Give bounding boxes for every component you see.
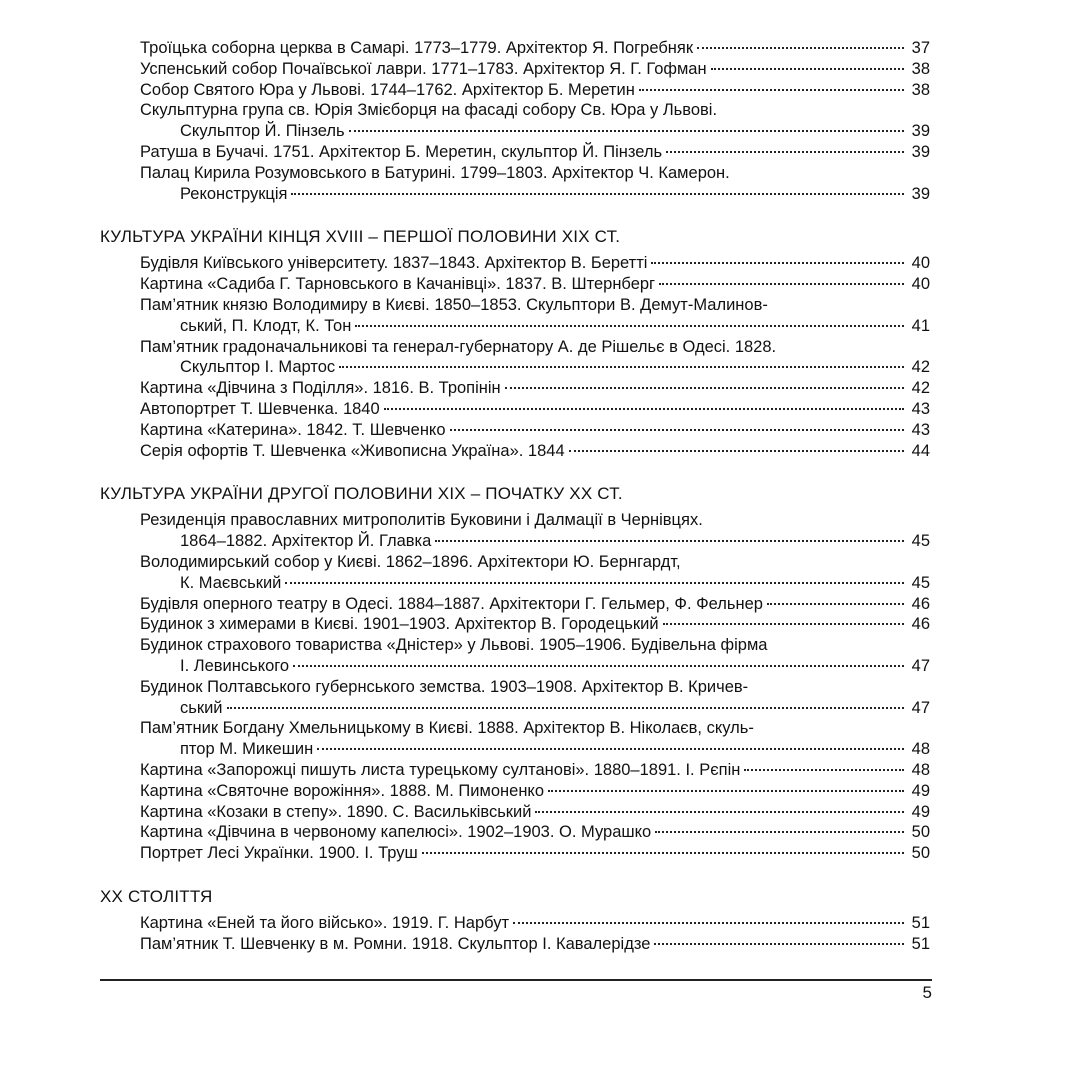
entry-text-line: Картина «Святочне ворожіння». 1888. М. Пимоненко (140, 781, 545, 800)
toc-entry (140, 38, 930, 59)
entry-page-number: 38 (911, 80, 930, 99)
toc-entry (140, 614, 930, 635)
entry-text-line: ський (180, 698, 223, 717)
entry-page-number: 45 (911, 532, 930, 551)
entry-row (140, 357, 930, 378)
toc-entry (140, 378, 930, 399)
entry-text-line: Картина «Дівчина з Поділля». 1816. В. Тропінін (140, 379, 501, 398)
entry-text-line: Пам’ятник князю Володимиру в Києві. 1850–1853. Скульптори В. Демут-Малинов- (140, 295, 768, 314)
dot-leader (293, 665, 904, 667)
entry-row (140, 253, 930, 274)
dot-leader (349, 130, 904, 132)
entry-row (140, 934, 930, 955)
toc-entry (140, 253, 930, 274)
entry-page-number: 47 (911, 698, 930, 717)
dot-leader (505, 387, 904, 389)
entry-text-line: Будинок Полтавського губернського земства. 1903–1908. Архітектор В. Кричев- (140, 677, 749, 696)
toc-section (100, 483, 930, 864)
dot-leader (767, 603, 904, 605)
entry-page-number: 41 (911, 316, 930, 335)
dot-leader (666, 151, 904, 153)
dot-leader (548, 790, 904, 792)
entry-text-line: Пам’ятник Богдану Хмельницькому в Києві. 1888. Архітектор В. Ніколаєв, скуль- (140, 719, 754, 738)
toc-entry (140, 760, 930, 781)
dot-leader (651, 262, 904, 264)
toc-entry (140, 80, 930, 101)
toc-section (100, 886, 930, 955)
section-title: КУЛЬТУРА УКРАЇНИ КІНЦЯ XVIII – ПЕРШОЇ ПОЛОВИНИ XIX СТ. (100, 227, 621, 247)
entry-row (140, 614, 930, 635)
entry-page-number: 46 (911, 594, 930, 613)
entry-page-number: 45 (911, 573, 930, 592)
dot-leader (535, 811, 904, 813)
toc-entry (140, 802, 930, 823)
entry-row (140, 316, 930, 337)
toc-entry (140, 635, 930, 677)
dot-leader (654, 943, 904, 945)
dot-leader (355, 325, 904, 327)
entry-row (140, 531, 930, 552)
section-title: XX СТОЛІТТЯ (100, 886, 213, 906)
entry-row (140, 760, 930, 781)
dot-leader (513, 922, 904, 924)
entry-row (140, 698, 930, 719)
entry-row (140, 739, 930, 760)
entry-text-line: Скульптор Й. Пінзель (180, 122, 345, 141)
entry-page-number: 39 (911, 184, 930, 203)
toc-entry (140, 337, 930, 379)
toc-entry (140, 594, 930, 615)
toc-entry (140, 843, 930, 864)
entry-text-line: Реконструкція (180, 184, 288, 203)
entry-row (140, 802, 930, 823)
entry-row (140, 184, 930, 205)
entry-text-line: Картина «Еней та його військо». 1919. Г. Нарбут (140, 913, 510, 932)
entry-text-line: ський, П. Клодт, К. Тон (180, 316, 352, 335)
dot-leader (744, 769, 904, 771)
entry-text-line: Будівля оперного театру в Одесі. 1884–1887. Архітектори Г. Гельмер, Ф. Фельнер (140, 594, 763, 613)
entry-row (140, 913, 930, 934)
entry-text-line: Скульптурна група св. Юрія Змієборця на фасаді собору Св. Юра у Львові. (140, 101, 718, 120)
entry-row (140, 142, 930, 163)
entry-page-number: 49 (911, 781, 930, 800)
entry-row (140, 573, 930, 594)
dot-leader (655, 831, 904, 833)
toc-entry (140, 274, 930, 295)
entry-page-number: 50 (911, 823, 930, 842)
entry-page-number: 40 (911, 275, 930, 294)
entry-row (140, 594, 930, 615)
entry-row (140, 420, 930, 441)
toc-section (100, 38, 930, 204)
entry-text-line: Троїцька соборна церква в Самарі. 1773–1779. Архітектор Я. Погребняк (140, 39, 694, 57)
entry-row (140, 822, 930, 843)
entry-row (140, 378, 930, 399)
entry-row (140, 843, 930, 864)
toc-entry (140, 677, 930, 719)
entry-row (140, 38, 930, 59)
entry-page-number: 39 (911, 122, 930, 141)
toc-entry (140, 510, 930, 552)
dot-leader (663, 623, 904, 625)
entry-text-line: І. Левинського (180, 656, 290, 675)
entry-text-line: Картина «Запорожці пишуть листа турецькому султанові». 1880–1891. І. Рєпін (140, 760, 741, 779)
entry-row (140, 80, 930, 101)
toc-entry (140, 781, 930, 802)
entry-text-line: Будинок з химерами в Києві. 1901–1903. Архітектор В. Городецький (140, 615, 659, 634)
entry-page-number: 44 (911, 441, 930, 460)
dot-leader (227, 707, 905, 709)
toc-entry (140, 163, 930, 205)
entry-text-line: Автопортрет Т. Шевченка. 1840 (140, 399, 380, 418)
toc-section (100, 226, 930, 461)
entry-text-line: Картина «Катерина». 1842. Т. Шевченко (140, 420, 446, 439)
entry-row (140, 121, 930, 142)
entry-text-line: Собор Святого Юра у Львові. 1744–1762. Архітектор Б. Меретин (140, 80, 635, 99)
entry-page-number: 43 (911, 420, 930, 439)
dot-leader (339, 366, 904, 368)
entry-page-number: 43 (911, 399, 930, 418)
toc-entry (140, 59, 930, 80)
entry-row (140, 781, 930, 802)
entry-page-number: 50 (911, 844, 930, 863)
entry-row (140, 656, 930, 677)
entry-page-number: 48 (911, 740, 930, 759)
dot-leader (450, 429, 904, 431)
entry-page-number: 46 (911, 615, 930, 634)
entry-text-line: Серія офортів Т. Шевченка «Живописна Україна». 1844 (140, 441, 565, 460)
entry-text-line: птор М. Микешин (180, 740, 314, 759)
entry-text-line: Картина «Садиба Г. Тарновського в Качанівці». 1837. В. Штернберг (140, 275, 656, 294)
toc-entry (140, 399, 930, 420)
toc-entry (140, 100, 930, 142)
toc-entry (140, 142, 930, 163)
toc-entry (140, 913, 930, 934)
entry-text-line: Портрет Лесі Українки. 1900. І. Труш (140, 844, 418, 863)
entry-page-number: 38 (911, 59, 930, 78)
dot-leader (659, 283, 904, 285)
dot-leader (697, 47, 904, 49)
entry-text-line: Резиденція православних митрополитів Буковини і Далмації в Чернівцях. (140, 511, 703, 530)
entry-text-line: Будівля Київського університету. 1837–1843. Архітектор В. Беретті (140, 254, 648, 273)
entry-page-number: 47 (911, 656, 930, 675)
entry-text-line: Будинок страхового товариства «Дністер» у Львові. 1905–1906. Будівельна фірма (140, 636, 768, 655)
toc-entry (140, 718, 930, 760)
dot-leader (291, 193, 904, 195)
dot-leader (317, 748, 904, 750)
toc-entry (140, 441, 930, 462)
entry-text-line: Пам’ятник градоначальникові та генерал-губернатору А. де Рішельє в Одесі. 1828. (140, 337, 777, 356)
section-title: КУЛЬТУРА УКРАЇНИ ДРУГОЇ ПОЛОВИНИ XIX – ПОЧАТКУ XX СТ. (100, 484, 623, 504)
entry-page-number: 40 (911, 254, 930, 273)
entry-text-line: Пам’ятник Т. Шевченку в м. Ромни. 1918. Скульптор І. Кавалерідзе (140, 934, 651, 953)
table-of-contents (100, 38, 930, 954)
entry-text-line: Картина «Дівчина в червоному капелюсі». 1902–1903. О. Мурашко (140, 823, 652, 842)
entry-row (140, 274, 930, 295)
entry-page-number: 42 (911, 358, 930, 377)
dot-leader (569, 450, 904, 452)
entry-text-line: Палац Кирила Розумовського в Батурині. 1799–1803. Архітектор Ч. Камерон. (140, 163, 730, 182)
entry-page-number: 49 (911, 802, 930, 821)
dot-leader (384, 408, 904, 410)
entry-text-line: Успенський собор Почаївської лаври. 1771–1783. Архітектор Я. Г. Гофман (140, 59, 707, 78)
toc-entry (140, 420, 930, 441)
entry-text-line: Картина «Козаки в степу». 1890. С. Васильківський (140, 802, 532, 821)
dot-leader (422, 852, 904, 854)
toc-entry (140, 295, 930, 337)
dot-leader (639, 89, 904, 91)
toc-entry (140, 822, 930, 843)
entry-page-number: 51 (911, 934, 930, 953)
entry-text-line: К. Маєвський (180, 573, 282, 592)
entry-page-number: 51 (911, 913, 930, 932)
dot-leader (711, 68, 904, 70)
entry-text-line: Скульптор І. Мартос (180, 358, 336, 377)
entry-text-line: Володимирський собор у Києві. 1862–1896. Архітектори Ю. Бернгардт, (140, 552, 681, 571)
entry-page-number: 42 (911, 379, 930, 398)
toc-entry (140, 934, 930, 955)
dot-leader (435, 540, 904, 542)
entry-text-line: 1864–1882. Архітектор Й. Главка (180, 532, 432, 551)
entry-page-number: 39 (911, 142, 930, 161)
footer-rule (100, 979, 932, 981)
entry-text-line: Ратуша в Бучачі. 1751. Архітектор Б. Меретин, скульптор Й. Пінзель (140, 142, 663, 161)
entry-page-number: 48 (911, 760, 930, 779)
entry-row (140, 59, 930, 80)
page-number: 5 (922, 983, 932, 1002)
entry-row (140, 441, 930, 462)
entry-row (140, 399, 930, 420)
toc-entry (140, 552, 930, 594)
dot-leader (285, 582, 904, 584)
entry-page-number: 37 (911, 39, 930, 57)
